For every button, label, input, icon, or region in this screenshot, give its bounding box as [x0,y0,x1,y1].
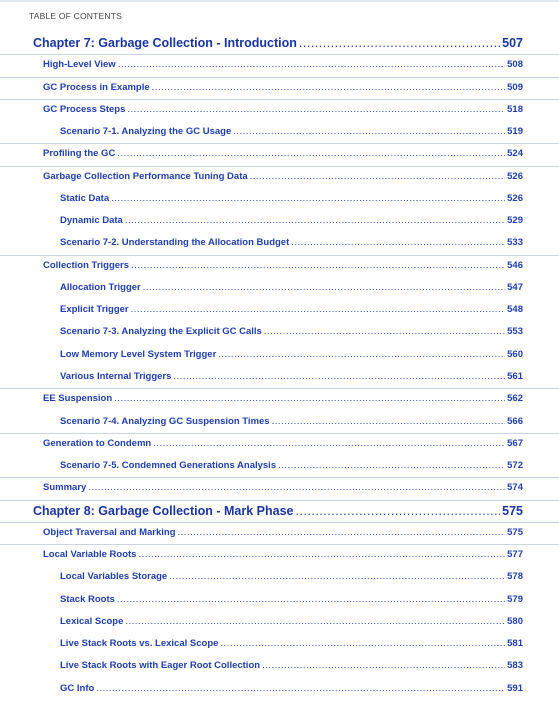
toc-entry-title[interactable]: Object Traversal and Marking [43,526,176,538]
toc-entry-title[interactable]: Generation to Condemn [43,437,152,449]
dot-leader [138,549,505,560]
dot-leader [118,59,505,70]
toc-entry-title[interactable]: GC Process Steps [43,103,126,115]
toc-entry-title[interactable]: Chapter 8: Garbage Collection - Mark Phase [33,503,294,518]
toc-entry-title[interactable]: Collection Triggers [43,259,130,271]
toc-entry-title[interactable]: GC Process in Example [43,81,150,93]
toc-entry-line [60,233,523,248]
toc-subsection-entry[interactable] [0,634,559,656]
toc-entry-line [33,501,523,518]
toc-entry-title[interactable]: Chapter 7: Garbage Collection - Introduction [33,36,297,50]
dot-leader [169,571,505,582]
toc-entry-title[interactable]: Static Data [60,192,110,204]
toc-entry-line [60,322,523,337]
toc-entry-title[interactable]: Scenario 7-5. Condemned Generations Analysis [60,460,277,472]
toc-entry-line [43,478,523,493]
toc-entry-title[interactable]: GC Info [60,682,95,694]
toc-entry-line [60,122,523,137]
toc-entry-page-number[interactable]: 508 [507,59,523,71]
toc-subsection-entry[interactable] [0,412,559,434]
toc-entry-page-number[interactable]: 577 [507,549,523,561]
dot-leader [272,416,506,427]
toc-entry-page-number[interactable]: 579 [507,593,523,605]
toc-section-entry[interactable] [0,389,559,411]
toc-entry-line [60,634,523,649]
toc-entry-line [43,389,523,404]
toc-entry-title[interactable]: Dynamic Data [60,215,123,227]
toc-section-entry[interactable] [0,100,559,122]
toc-entry-title[interactable]: Garbage Collection Performance Tuning Data [43,170,248,182]
toc-entry-line [43,167,523,182]
dot-leader [131,260,505,271]
toc-entry-line [60,656,523,671]
toc-entry-title[interactable]: Summary [43,482,87,494]
dot-leader [278,460,505,471]
toc-subsection-entry[interactable] [0,300,559,322]
dot-leader [117,148,505,159]
dot-leader [153,438,505,449]
toc-entry-line [43,434,523,449]
toc-entry-page-number[interactable]: 566 [507,415,523,427]
toc-entry-line [43,523,523,538]
toc-subsection-entry[interactable] [0,567,559,589]
toc-chapter-entry[interactable] [0,501,559,523]
toc-entry-title[interactable]: Explicit Trigger [60,304,129,316]
toc-entry-line [43,55,523,70]
toc-section-entry[interactable] [0,523,559,545]
toc-entry-page-number[interactable]: 524 [507,148,523,160]
dot-leader [111,193,505,204]
toc-entry-line [43,256,523,271]
toc-section-entry[interactable] [0,78,559,100]
dot-leader [291,237,505,248]
toc-entry-line [43,78,523,93]
toc-subsection-entry[interactable] [0,233,559,255]
toc-entry-page-number[interactable]: 580 [507,615,523,627]
dot-leader [220,638,505,649]
dot-leader [117,594,505,605]
toc-section-entry[interactable] [0,545,559,567]
toc-entry-page-number[interactable]: 591 [507,682,523,694]
toc-subsection-entry[interactable] [0,367,559,389]
dot-leader [114,393,505,404]
toc-entry-page-number[interactable]: 572 [507,460,523,472]
toc-subsection-entry[interactable] [0,189,559,211]
toc-entry-line [60,412,523,427]
toc-entry-title[interactable]: High-Level View [43,59,116,71]
dot-leader [262,660,505,671]
toc-subsection-entry[interactable] [0,679,559,701]
dot-leader [233,126,505,137]
toc-entry-title[interactable]: Lexical Scope [60,615,124,627]
toc-entry-line [60,612,523,627]
toc-section-entry[interactable] [0,55,559,77]
toc-entry-title[interactable]: Scenario 7-1. Analyzing the GC Usage [60,126,232,138]
toc-entry-title[interactable]: Scenario 7-3. Analyzing the Explicit GC Calls [60,326,262,338]
toc-entry-page-number[interactable]: 581 [507,638,523,650]
toc-entry-line [60,211,523,226]
toc-entry-title[interactable]: Low Memory Level System Trigger [60,348,217,360]
dot-leader [143,282,505,293]
dot-leader [299,36,500,50]
toc-subsection-entry[interactable] [0,345,559,367]
dot-leader [296,504,501,518]
dot-leader [88,482,505,493]
toc-entry-line [60,300,523,315]
toc-chapter-entry[interactable] [0,33,559,55]
toc-entry-page-number[interactable]: 575 [507,526,523,538]
toc-entry-line [60,567,523,582]
toc-entry-line [43,144,523,159]
dot-leader [250,171,506,182]
dot-leader [131,304,506,315]
toc-section-entry[interactable] [0,434,559,456]
toc-entry-line [60,679,523,694]
toc-entry-page-number[interactable]: 562 [507,393,523,405]
toc-entry-line [43,545,523,560]
toc-entry-title[interactable]: Scenario 7-4. Analyzing GC Suspension Times [60,415,270,427]
dot-leader [125,215,505,226]
toc-entry-line [60,189,523,204]
toc-entry-title[interactable]: EE Suspension [43,393,113,405]
toc-entry-page-number[interactable]: 526 [507,170,523,182]
toc-subsection-entry[interactable] [0,278,559,300]
toc-entry-title[interactable]: Live Stack Roots with Eager Root Collection [60,660,261,672]
dot-leader [152,82,505,93]
toc-entry-line [60,278,523,293]
dot-leader [264,326,505,337]
toc-entry-page-number[interactable]: 583 [507,660,523,672]
dot-leader [96,683,505,694]
toc-entry-title[interactable]: Profiling the GC [43,148,116,160]
toc-entry-page-number[interactable]: 560 [507,348,523,360]
dot-leader [178,527,506,538]
toc-entry-line [33,33,523,50]
dot-leader [125,616,505,627]
dot-leader [173,371,505,382]
toc-section-entry[interactable] [0,167,559,189]
toc-entry-page-number[interactable]: 547 [507,281,523,293]
toc-entry-title[interactable]: Stack Roots [60,593,115,605]
toc-entry-page-number[interactable]: 546 [507,259,523,271]
toc-entry-page-number[interactable]: 561 [507,370,523,382]
toc-entry-title[interactable]: Scenario 7-2. Understanding the Allocation Budget [60,237,290,249]
toc-entry-page-number[interactable]: 509 [507,81,523,93]
toc-entry-title[interactable]: Live Stack Roots vs. Lexical Scope [60,638,219,650]
toc-entry-title[interactable]: Allocation Trigger [60,281,141,293]
toc-entry-page-number[interactable]: 526 [507,192,523,204]
toc-entry-title[interactable]: Local Variables Storage [60,571,168,583]
toc-entry-page-number[interactable]: 553 [507,326,523,338]
top-divider [0,0,559,2]
toc-entry-page-number[interactable]: 578 [507,571,523,583]
toc-header: TABLE OF CONTENTS [29,11,122,21]
dot-leader [218,349,505,360]
toc-entry-page-number[interactable]: 519 [507,126,523,138]
toc-entry-line [60,345,523,360]
toc-entry-page-number[interactable]: 518 [507,103,523,115]
toc-entry-page-number[interactable]: 575 [502,503,523,518]
toc-subsection-entry[interactable] [0,122,559,144]
toc-subsection-entry[interactable] [0,590,559,612]
toc-entry-line [60,367,523,382]
toc-entry-page-number[interactable]: 529 [507,215,523,227]
toc-section-entry[interactable] [0,256,559,278]
toc-subsection-entry[interactable] [0,211,559,233]
toc-entry-page-number[interactable]: 533 [507,237,523,249]
toc-entry-page-number[interactable]: 548 [507,304,523,316]
toc-entry-line [60,590,523,605]
toc-section-entry[interactable] [0,144,559,166]
toc-list [0,33,559,701]
toc-entry-title[interactable]: Local Variable Roots [43,549,137,561]
toc-subsection-entry[interactable] [0,456,559,478]
toc-entry-page-number[interactable]: 574 [507,482,523,494]
toc-entry-line [43,100,523,115]
toc-subsection-entry[interactable] [0,612,559,634]
dot-leader [127,104,505,115]
toc-entry-line [60,456,523,471]
toc-subsection-entry[interactable] [0,656,559,678]
toc-section-entry[interactable] [0,478,559,500]
toc-subsection-entry[interactable] [0,322,559,344]
toc-entry-title[interactable]: Various Internal Triggers [60,370,172,382]
toc-entry-page-number[interactable]: 567 [507,437,523,449]
toc-entry-page-number[interactable]: 507 [502,36,523,50]
